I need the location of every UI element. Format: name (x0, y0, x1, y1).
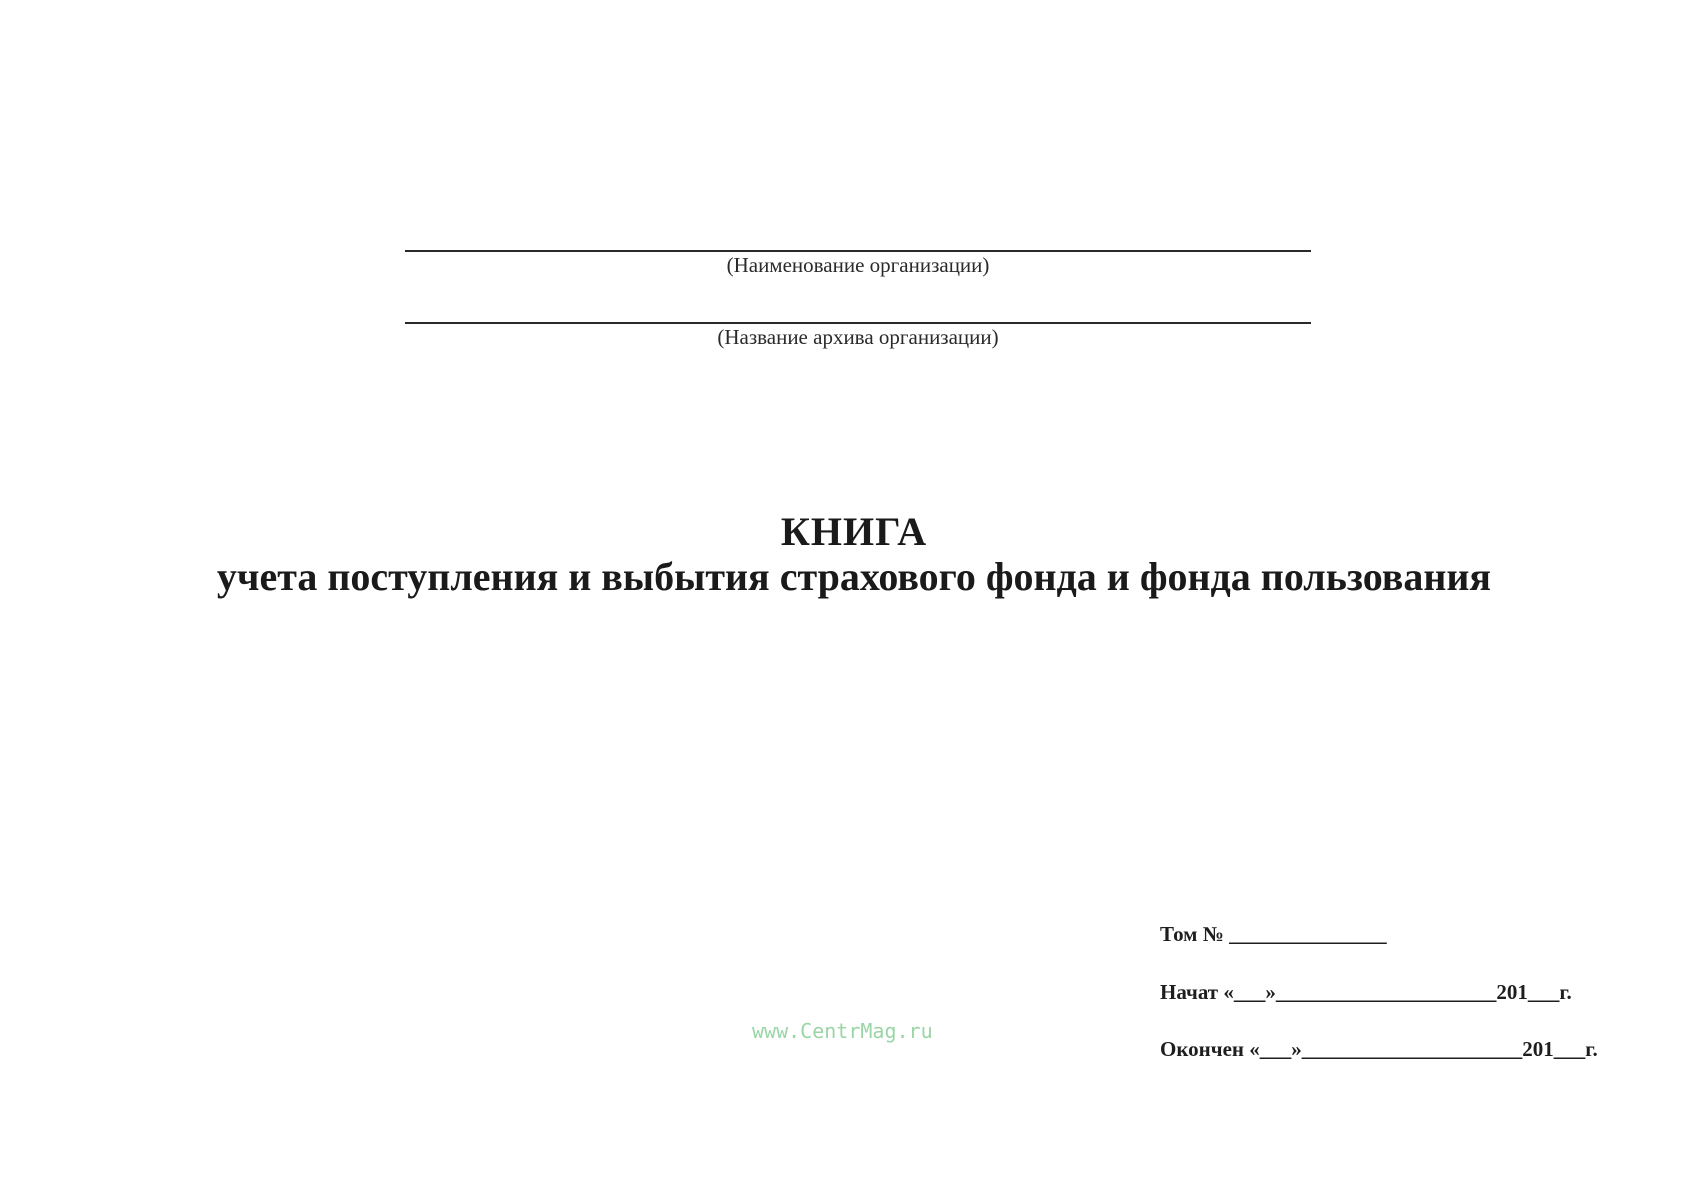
started-date-field: Начат «___»_____________________201___г. (1160, 980, 1572, 1004)
archive-name-field (405, 322, 1311, 348)
organization-name-line (405, 250, 1311, 252)
book-subtitle: учета поступления и выбытия страхового фонда и фонда пользования (216, 554, 1492, 599)
organization-name-caption: (Наименование организации) (726, 253, 990, 277)
organization-name-field (405, 250, 1311, 276)
finished-date-field: Окончен «___»_____________________201___г. (1160, 1037, 1598, 1061)
watermark: www.CentrMag.ru (752, 1019, 933, 1043)
archive-name-line (405, 322, 1311, 324)
book-title: КНИГА (780, 509, 928, 554)
archive-name-caption: (Название архива организации) (717, 325, 999, 349)
volume-number-field: Том № _______________ (1160, 922, 1387, 946)
